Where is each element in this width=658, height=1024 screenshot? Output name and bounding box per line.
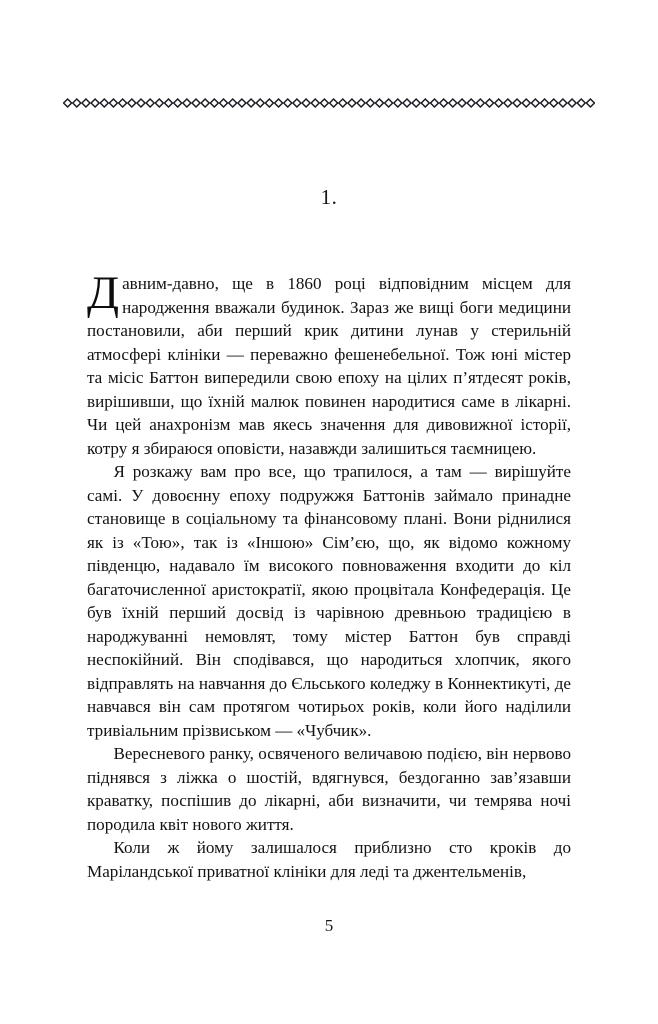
paragraph-2: Я розкажу вам про все, що трапилося, а там — вирішуйте самі. У довоєнну епоху подружжя Баттонів займало принадне становище в соціальному та фінансовому плані. Вони ріднилися як із «Тою», так із «Іншою» Сім’єю, що, як відомо кожному південцю, надавало їм високого повноваження входити до кіл багаточисленної аристократії, якою процвітала Конфедерація. Це був їхній перший досвід із чарівною древньою традицією в народжуванні немовлят, тому містер Баттон був справді неспокійний. Він сподівався, що народиться хлопчик, якого відправлять на навчання до Єльського коледжу в Коннектикуті, де навчався він сам протягом чотирьох років, коли його наділили тривіальним прізвиськом — «Чубчик».	[87, 462, 571, 740]
chapter-number: 1.	[320, 185, 338, 209]
paragraph-1-text: авним-давно, ще в 1860 році відповідним місцем для народження вважали будинок. Зараз же вищі боги медицини постановили, аби перший крик дитини лунав у стерильній атмосфері клініки — переважно фешенебельної. Тож юні містер та місіс Баттон випередили свою епоху на цілих п’ятдесят років, вирішивши, що їхній малюк повинен народитися саме в лікарні. Чи цей анахронізм мав якесь значення для дивовижної історії, котру я збираюся оповісти, назавжди залишиться таємницею.	[87, 274, 571, 458]
page-number: 5	[324, 916, 334, 935]
drop-cap: Д	[87, 267, 120, 319]
paragraph-3: Вересневого ранку, освяченого величавою подією, він нервово піднявся з ліжка о шостій, вдягнувся, бездоганно зав’язавши краватку, поспішив до лікарні, аби визначити, чи темрява ночі породила квіт нового життя.	[87, 744, 571, 834]
diamond-rule-ornament	[63, 96, 595, 110]
paragraph-4: Коли ж йому залишалося приблизно сто кроків до Маріландської приватної клініки для леді та джентельменів,	[87, 838, 571, 881]
body-text	[87, 267, 571, 883]
paragraph-1	[87, 267, 571, 460]
